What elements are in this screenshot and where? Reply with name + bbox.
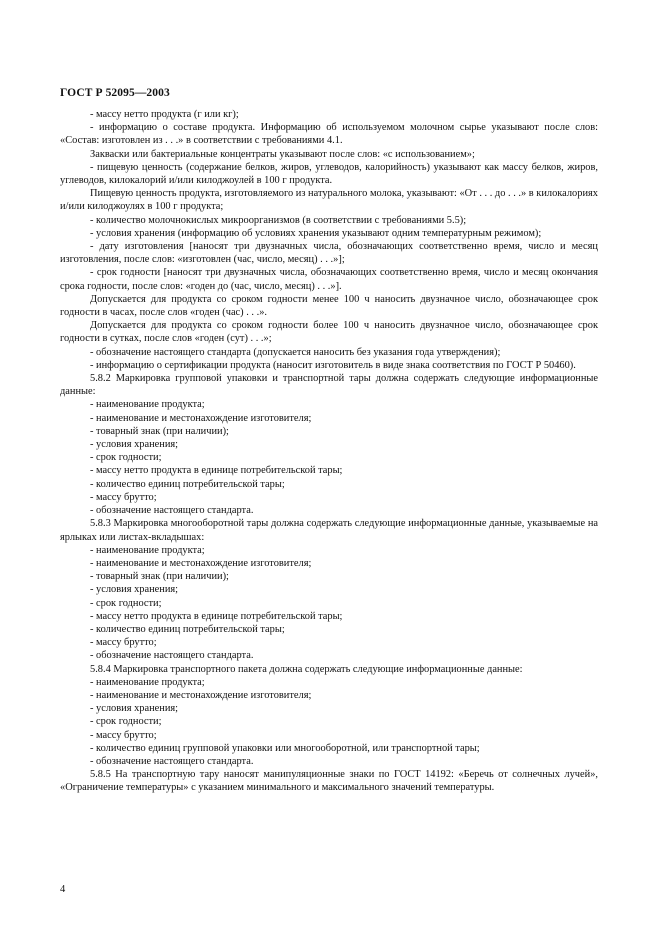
list-item: - срок годности; [90, 597, 162, 609]
paragraph: Допускается для продукта со сроком годности более 100 ч наносить двузначное число, обозначающее срок годности в сутках, после слов «годен (сут) . . .»; [60, 320, 598, 345]
list-item: - наименование и местонахождение изготовителя; [90, 689, 312, 701]
list-item: - срок годности; [90, 716, 162, 728]
section-paragraph: 5.8.2 Маркировка групповой упаковки и транспортной тары должна содержать следующие информационные данные: [60, 373, 598, 398]
paragraph: - обозначение настоящего стандарта (допускается наносить без указания года утверждения); [90, 346, 501, 358]
paragraph: - количество молочнокислых микроорганизмов (в соответствии с требованиями 5.5); [90, 214, 467, 226]
paragraph: - массу нетто продукта (г или кг); [90, 109, 239, 120]
section-paragraph: 5.8.5 На транспортную тару наносят манипуляционные знаки по ГОСТ 14192: «Беречь от солнечных лучей», «Ограничение температуры» с указанием минимального и максимального значений температуры. [60, 769, 598, 794]
paragraph: Закваски или бактериальные концентраты указывают после слов: «с использованием»; [90, 148, 475, 160]
list-item: - массу брутто; [90, 729, 157, 741]
list-item: - наименование и местонахождение изготовителя; [90, 557, 312, 569]
list-item: - массу брутто; [90, 491, 157, 503]
list-item: - количество единиц потребительской тары; [90, 478, 285, 490]
list-item: - обозначение настоящего стандарта. [90, 650, 254, 662]
list-item: - обозначение настоящего стандарта. [90, 505, 254, 517]
list-item: - условия хранения; [90, 584, 179, 596]
list-item: - массу брутто; [90, 637, 157, 649]
document-body [60, 108, 598, 795]
section-paragraph: 5.8.3 Маркировка многооборотной тары должна содержать следующие информационные данные, указываемые на ярлыках или листах-вкладышах: [60, 518, 598, 543]
paragraph: - информацию о составе продукта. Информацию об используемом молочном сырье указывают после слов: «Состав: изготовлен из . . .» в соответствии с требованиями 4.1. [60, 122, 598, 147]
list-item: - товарный знак (при наличии); [90, 425, 229, 437]
paragraph: Пищевую ценность продукта, изготовляемого из натурального молока, указывают: «От . . . до . . .» в килокалориях и/или килоджоулях в 100 г продукта; [60, 188, 598, 213]
list-item: - наименование продукта; [90, 544, 205, 556]
section-paragraph: 5.8.4 Маркировка транспортного пакета должна содержать следующие информационные данные: [90, 663, 523, 675]
paragraph: - пищевую ценность (содержание белков, жиров, углеводов, калорийность) указывают как массу белков, жиров, углеводов, килокалорий и/или килоджоулей в 100 г продукта. [60, 161, 598, 187]
list-item: - количество единиц групповой упаковки или многооборотной, или транспортной тары; [90, 742, 480, 754]
list-item: - количество единиц потребительской тары; [90, 623, 285, 635]
paragraph: - дату изготовления [наносят три двузначных числа, обозначающих соответственно время, число и месяц изготовления, после слов: «изготовлен (час, число, месяц) . . .»]; [60, 241, 598, 266]
paragraph: - информацию о сертификации продукта (наносит изготовитель в виде знака соответствия по ГОСТ Р 50460). [90, 359, 576, 371]
list-item: - наименование и местонахождение изготовителя; [90, 412, 312, 424]
paragraph: Допускается для продукта со сроком годности менее 100 ч наносить двузначное число, обозначающее срок годности в часах, после слов «годен (час) . . .». [60, 293, 598, 319]
list-item: - условия хранения; [90, 439, 179, 451]
document-header: ГОСТ Р 52095—2003 [60, 87, 170, 99]
list-item: - массу нетто продукта в единице потребительской тары; [90, 610, 343, 622]
list-item: - массу нетто продукта в единице потребительской тары; [90, 465, 343, 477]
list-item: - срок годности; [90, 452, 162, 464]
paragraph: - условия хранения (информацию об условиях хранения указывают одним температурным режимом); [90, 227, 542, 239]
page-number: 4 [60, 884, 66, 895]
list-item: - обозначение настоящего стандарта. [90, 755, 254, 767]
list-item: - наименование продукта; [90, 676, 205, 688]
list-item: - товарный знак (при наличии); [90, 571, 229, 583]
paragraph: - срок годности [наносят три двузначных числа, обозначающих соответственно время, число и месяц окончания срока годности, после слов: «годен до (час, число, месяц) . . .»]. [60, 267, 598, 292]
list-item: - наименование продукта; [90, 399, 205, 411]
list-item: - условия хранения; [90, 703, 179, 715]
